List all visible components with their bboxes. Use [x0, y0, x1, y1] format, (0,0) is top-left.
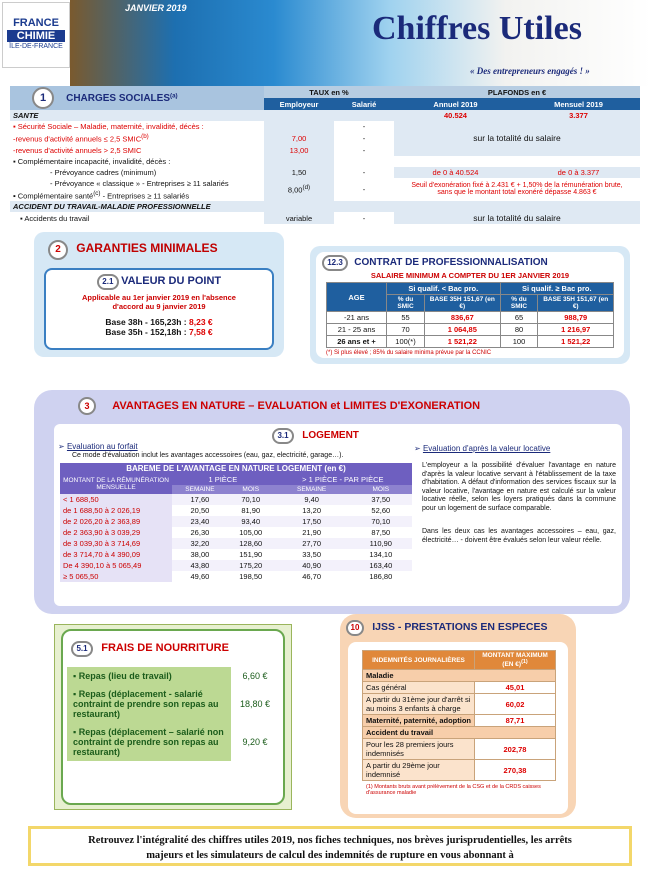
mois-header: MOIS: [228, 485, 274, 494]
prev-classique-value: [264, 178, 334, 202]
row-prev-cadres: - Prévoyance cadres (minimum): [50, 167, 157, 177]
totalite-text-2: sur la totalité du salaire: [394, 212, 640, 224]
ijss-col2: [475, 651, 556, 670]
ijss-section: [340, 614, 576, 818]
bareme-value: 32,20: [172, 538, 228, 549]
frais-label: Repas (déplacement – salarié non contraint de prendre son repas au restaurant): [73, 727, 224, 757]
slogan: « Des entrepreneurs engagés ! »: [470, 66, 590, 76]
frais-section: [54, 624, 292, 810]
vp-sub1: Applicable au 1er janvier 2019 en l'absence: [82, 293, 236, 302]
bareme-value: 105,00: [228, 527, 274, 538]
semaine-header: SEMAINE: [172, 485, 228, 494]
reelle-p1: L'employeur a la possibilité d'évaluer l'avantage en nature d'après la valeur locative servant à l'établissement de la taxe d'habitation. A défaut d'information des services fiscaux sur la valeur locative, l'avantage en nature est calculé sur la valeur locative réelle, selon les loyers pratiqués dans la commune pour un logement de surface comparable.: [422, 462, 616, 512]
b38-value: 8,23 €: [189, 317, 213, 327]
taux-header: TAUX en %: [264, 86, 394, 98]
b38-label: Base 38h - 165,23h :: [105, 317, 189, 327]
prev-mensuel: de 0 à 3.377: [517, 167, 640, 178]
b35-value: 7,58 €: [189, 327, 213, 337]
ijss-col2-label: MONTANT MAXIMUM (EN €): [482, 652, 548, 669]
frais-badge: 5.1: [71, 641, 93, 657]
bareme-value: 9,40: [274, 494, 350, 505]
bareme-value: 93,40: [228, 516, 274, 527]
frais-value: 6,60 €: [231, 667, 279, 685]
prev-classique-num: 8,00: [287, 185, 303, 195]
ijss-label: A partir du 29ème jour indemnisé: [363, 760, 475, 781]
q2-header: Si qualif. ≥ Bac pro.: [500, 283, 613, 295]
prev-annuel: de 0 à 40.524: [394, 167, 517, 178]
pct-cell: 70: [387, 324, 425, 336]
bareme-value: 49,60: [172, 571, 228, 582]
bareme-value: 26,30: [172, 527, 228, 538]
contrat-note: (*) Si plus élevé ; 85% du salaire minima prévue par la CCNIC: [326, 350, 492, 356]
table-row: [327, 324, 614, 336]
annuel-header: Annuel 2019: [394, 98, 517, 110]
footer-line2: majeurs et les simulateurs de calcul des indemnités de rupture en vous abonnant à: [146, 850, 514, 861]
row-accidents: ▪ Accidents du travail: [20, 213, 90, 223]
row-rev-gt: -revenus d'activité annuels > 2,5 SMIC: [13, 145, 142, 155]
seuil-line1: Seuil d'exonération fixé à 2.431 € + 1,50% de la rémunération brute,: [411, 182, 623, 190]
row-secu: ▪ Sécurité Sociale – Maladie, maternité, invalidité, décès :: [13, 122, 204, 131]
ijss-label: Pour les 28 premiers jours indemnisés: [363, 739, 475, 760]
dash: -: [362, 145, 366, 155]
dash: -: [362, 122, 366, 131]
bareme-value: 175,20: [228, 560, 274, 571]
logo: [2, 2, 70, 68]
forfait-label: Evaluation au forfait: [66, 442, 138, 451]
bareme-range: De 4 390,10 à 5 065,49: [60, 560, 172, 571]
dash: -: [362, 133, 366, 143]
table-row: [60, 516, 412, 527]
frais-label: Repas (déplacement - salarié contraint de prendre son repas au restaurant): [73, 689, 219, 719]
table-row: [327, 312, 614, 324]
bareme-value: 27,70: [274, 538, 350, 549]
seuil-line2: sans que le montant total exonéré dépasse 4.863 €: [437, 189, 597, 197]
bareme-value: 52,60: [350, 505, 412, 516]
montant-header: MONTANT DE LA RÉMUNÉRATION MENSUELLE: [60, 474, 172, 494]
bareme-value: 40,90: [274, 560, 350, 571]
at-header: ACCIDENT DU TRAVAIL-MALADIE PROFESSIONNELLE: [13, 202, 211, 211]
age-header: AGE: [327, 283, 387, 312]
vp-badge: 2.1: [97, 274, 119, 290]
b35-label: Base 35h - 152,18h :: [105, 327, 189, 337]
bareme-value: 38,00: [172, 549, 228, 560]
table-row: ▪ Repas (lieu de travail) 6,60 €: [67, 667, 279, 685]
table-row: [363, 682, 556, 694]
pct-cell: 55: [387, 312, 425, 324]
ijss-value: 270,38: [475, 760, 556, 781]
logo-line1: FRANCE: [13, 17, 59, 29]
avantages-title: AVANTAGES EN NATURE – EVALUATION et LIMITES D'EXONERATION: [112, 400, 481, 412]
logo-line3: ÎLE-DE-FRANCE: [9, 43, 63, 50]
logement-title: LOGEMENT: [302, 430, 359, 441]
avantages-section: 3 AVANTAGES EN NATURE – EVALUATION et LIMITES D'EXONERATION 3.1 LOGEMENT ➢ Evaluation au forfait Ce mode d'évaluation inclut les avantages accessoires (eau, gaz, electricité, garage…). ➢ Evaluation d'après la valeur locative L'employeur a la possibilité d'évaluer l'avantage en nature d'après la valeur locative servant à l'établissement de la taxe d'habitation. A défaut d'information des services fiscaux sur la valeur locative, l'avantage en nature est calculé sur la valeur locative réelle, selon les loyers pratiqués dans la commune pour un logement de surface comparable. Dans les deux cas les avantages accessoires – eau, gaz, électricité… - doivent être évalués selon leur valeur réelle. BAREME DE L'AVANTAGE EN NATURE LOGEMENT (en €) MONTANT DE LA RÉMUNÉRATION MENSUELLE 1 PIÈCE > 1 PIÈCE - PAR PIÈCE SEMAINE MOIS SEMAINE MOIS < 1 688,50 17,60 70,10 9,40 37,50 de 1 688,50 à 2 026,19 20,50 81,90 13,20 52,60 de 2 026,20 à 2 363,89 23,40 93,40 17,50 70,10 de 2 363,90 à 3 039,29 26,30 105,00 21,90 87,50 de 3 039,30 à 3 714,69 32,20 128,60 27,70 110,90 de 3 714,70 à 4 390,09 38,00 151,90 33,50 134,10 De 4 390,10 à 5 065,49 43,80 175,20 40,90 163,40 ≥ 5 065,50 49,60 198,50 46,70 186,80: [34, 390, 630, 614]
logo-line2: CHIMIE: [7, 30, 65, 42]
forfait-desc: Ce mode d'évaluation inclut les avantages accessoires (eau, gaz, electricité, garage…).: [72, 452, 344, 459]
table-row: [60, 560, 412, 571]
ijss-maladie: Maladie: [363, 670, 556, 682]
table-row: [363, 760, 556, 781]
base-cell: 988,79: [538, 312, 614, 324]
bareme-range: de 3 714,70 à 4 390,09: [60, 549, 172, 560]
pct-cell: 80: [500, 324, 538, 336]
mensuel-value: 3.377: [569, 111, 588, 120]
frais-title: FRAIS DE NOURRITURE: [101, 642, 229, 654]
table-row: [60, 549, 412, 560]
ijss-value: 87,71: [475, 715, 556, 727]
bareme-value: 43,80: [172, 560, 228, 571]
salarie-header: Salarié: [334, 98, 394, 110]
page-title: Chiffres Utiles: [372, 10, 582, 47]
frais-value: 9,20 €: [231, 723, 279, 761]
vp-sub2: d'accord au 9 janvier 2019: [112, 302, 206, 311]
bareme-range: de 2 363,90 à 3 039,29: [60, 527, 172, 538]
age-cell: -21 ans: [327, 312, 387, 324]
base-header-2: BASE 35H 151,67 (en €): [538, 295, 614, 312]
bareme-value: 23,40: [172, 516, 228, 527]
age-cell: 26 ans et +: [327, 336, 387, 348]
bareme-range: < 1 688,50: [60, 494, 172, 505]
employeur-header: Employeur: [264, 98, 334, 110]
totalite-text: sur la totalité du salaire: [394, 121, 640, 156]
plafonds-header: PLAFONDS en €: [394, 86, 640, 98]
bareme-value: 110,90: [350, 538, 412, 549]
bareme-value: 151,90: [228, 549, 274, 560]
frais-label: Repas (lieu de travail): [78, 671, 172, 681]
header-date: JANVIER 2019: [125, 3, 187, 13]
ijss-sup: (1): [521, 659, 528, 665]
bareme-value: 70,10: [228, 494, 274, 505]
table-row: [60, 527, 412, 538]
ijss-value: 202,78: [475, 739, 556, 760]
logement-badge: 3.1: [272, 428, 294, 444]
pct-cell: 100(*): [387, 336, 425, 348]
age-cell: 21 - 25 ans: [327, 324, 387, 336]
garanties-section: [34, 232, 284, 357]
footer-banner: [28, 826, 632, 866]
ijss-badge: 10: [346, 620, 364, 636]
bareme-value: 17,50: [274, 516, 350, 527]
row-sante-comp: [10, 189, 264, 202]
base-cell: 1 064,85: [425, 324, 501, 336]
garanties-title: GARANTIES MINIMALES: [76, 241, 218, 255]
table-row: [60, 505, 412, 516]
bareme-value: 46,70: [274, 571, 350, 582]
vp-title: VALEUR DU POINT: [121, 275, 222, 287]
ijss-value: 60,02: [475, 694, 556, 715]
ijss-value: 45,01: [475, 682, 556, 694]
ijss-at: Accident du travail: [363, 727, 556, 739]
charges-sociales-section: [10, 86, 640, 224]
dash: -: [362, 167, 366, 177]
base-cell: 836,67: [425, 312, 501, 324]
sante-comp-label: ▪ Complémentaire santé: [13, 191, 94, 200]
bareme-value: 134,10: [350, 549, 412, 560]
section-title: CHARGES SOCIALES: [66, 93, 170, 104]
bareme-value: 20,50: [172, 505, 228, 516]
accidents-value: variable: [264, 212, 334, 224]
pieces-header: > 1 PIÈCE - PAR PIÈCE: [274, 474, 412, 485]
ijss-label: Cas général: [363, 682, 475, 694]
sup-b: (b): [141, 133, 149, 140]
q1-header: Si qualif. < Bac pro.: [387, 283, 501, 295]
pct-header-2: % du SMIC: [500, 295, 538, 312]
bareme-value: 17,60: [172, 494, 228, 505]
row-rev-le: [10, 132, 264, 145]
row-prev-classique: - Prévoyance « classique » - Entreprises ≥ 11 salariés: [50, 178, 229, 188]
bareme-value: 13,20: [274, 505, 350, 516]
bareme-range: de 1 688,50 à 2 026,19: [60, 505, 172, 516]
ijss-note: (1) Montants bruts avant prélèvement de la CSG et de la CRDS caisses d'assurance maladie: [366, 784, 541, 797]
section-badge: 1: [32, 87, 54, 109]
base-cell: 1 521,22: [425, 336, 501, 348]
contrat-sub: SALAIRE MINIMUM A COMPTER DU 1ER JANVIER 2019: [370, 271, 570, 280]
table-row: ▪ Repas (déplacement - salarié contraint de prendre son repas au restaurant) 18,80 €: [67, 685, 279, 723]
semaine-header-2: SEMAINE: [274, 485, 350, 494]
prev-cadres-value: 1,50: [264, 167, 334, 178]
footer-line1: Retrouvez l'intégralité des chiffres utiles 2019, nos fiches techniques, nos brèves jurisprudentielles, les arrêts: [88, 835, 572, 846]
rev-gt-value: 13,00: [264, 145, 334, 156]
rev-le-value: 7,00: [264, 132, 334, 145]
pct-header: % du SMIC: [387, 295, 425, 312]
pct-cell: 65: [500, 312, 538, 324]
sup-d: (d): [302, 184, 311, 191]
sante-comp-suffix: - Entreprises ≥ 11 salariés: [102, 191, 190, 200]
bareme-range: ≥ 5 065,50: [60, 571, 172, 582]
sup-c: (c): [93, 189, 101, 197]
base-cell: 1 216,97: [538, 324, 614, 336]
table-row: [363, 739, 556, 760]
contrat-section: [310, 246, 630, 364]
ijss-label: A partir du 31ème jour d'arrêt si au moins 3 enfants à charge: [363, 694, 475, 715]
reelle-label: Evaluation d'après la valeur locative: [422, 444, 551, 453]
ijss-label: Maternité, paternité, adoption: [363, 715, 475, 727]
bareme-value: 186,80: [350, 571, 412, 582]
bareme-value: 70,10: [350, 516, 412, 527]
bareme-value: 21,90: [274, 527, 350, 538]
mois-header-2: MOIS: [350, 485, 412, 494]
frais-value: 18,80 €: [231, 685, 279, 723]
table-row: [363, 694, 556, 715]
table-row: [60, 494, 412, 505]
base-cell: 1 521,22: [538, 336, 614, 348]
bareme-value: 81,90: [228, 505, 274, 516]
table-row: [327, 336, 614, 348]
avantages-badge: 3: [78, 397, 96, 415]
base-header: BASE 35H 151,67 (en €): [425, 295, 501, 312]
bareme-value: 163,40: [350, 560, 412, 571]
table-row: [60, 538, 412, 549]
row-incapacite: ▪ Complémentaire incapacité, invalidité, décès :: [13, 156, 171, 166]
bareme-header: BAREME DE L'AVANTAGE EN NATURE LOGEMENT (en €): [60, 463, 412, 474]
row-rev-le-label: -revenus d'activité annuels ≤ 2,5 SMIC: [13, 134, 142, 144]
bareme-value: 128,60: [228, 538, 274, 549]
mensuel-header: Mensuel 2019: [517, 98, 640, 110]
title-sup: (a): [170, 92, 178, 100]
ijss-col1: INDEMNITÉS JOURNALIÈRES: [363, 651, 475, 670]
contrat-title: CONTRAT DE PROFESSIONNALISATION: [354, 257, 548, 268]
bareme-range: de 3 039,30 à 3 714,69: [60, 538, 172, 549]
reelle-p2: Dans les deux cas les avantages accessoires – eau, gaz, électricité… - doivent être évalués selon leur valeur réelle.: [422, 528, 616, 544]
annuel-value: 40.524: [444, 111, 467, 120]
dash: -: [362, 184, 366, 194]
sante-label: SANTE: [13, 111, 39, 120]
table-row: [363, 715, 556, 727]
bareme-value: 87,50: [350, 527, 412, 538]
bareme-value: 198,50: [228, 571, 274, 582]
bareme-value: 37,50: [350, 494, 412, 505]
bareme-value: 33,50: [274, 549, 350, 560]
contrat-badge: 12.3: [322, 255, 348, 271]
table-row: ▪ Repas (déplacement – salarié non contraint de prendre son repas au restaurant) 9,20 €: [67, 723, 279, 761]
piece1-header: 1 PIÈCE: [172, 474, 274, 485]
ijss-title: IJSS - PRESTATIONS EN ESPECES: [372, 621, 548, 633]
dash: -: [362, 213, 366, 223]
bareme-range: de 2 026,20 à 2 363,89: [60, 516, 172, 527]
table-row: [60, 571, 412, 582]
pct-cell: 100: [500, 336, 538, 348]
garanties-badge: 2: [48, 240, 68, 260]
